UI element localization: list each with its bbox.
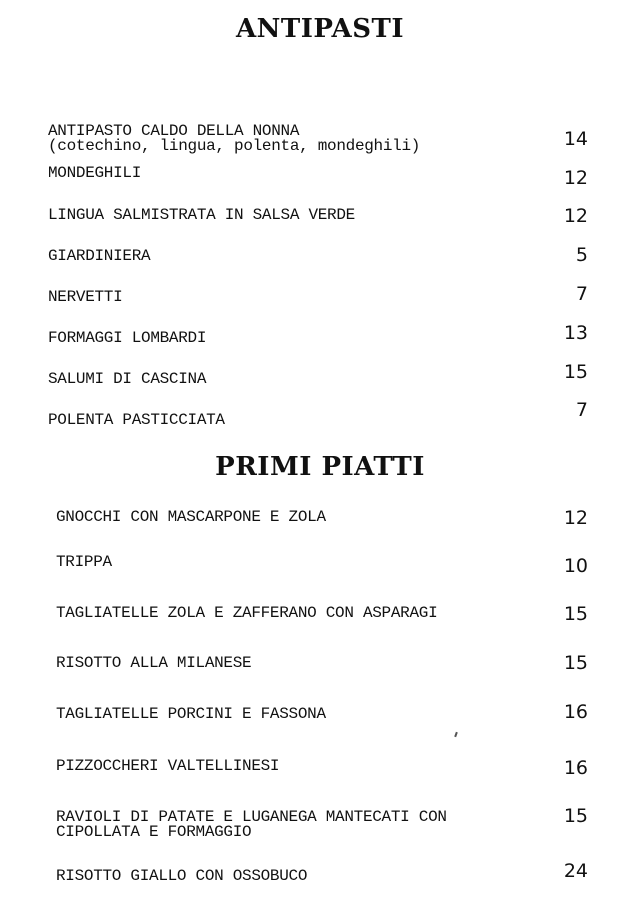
menu-item-price: 12: [563, 507, 588, 529]
menu-item-risotto-milanese: RISOTTO ALLA MILANESE: [56, 654, 252, 672]
menu-item-polenta: POLENTA PASTICCIATA: [48, 411, 225, 429]
menu-item-giardiniera: GIARDINIERA: [48, 247, 151, 265]
menu-item-tagliatelle-porcini: TAGLIATELLE PORCINI E FASSONA: [56, 705, 326, 723]
menu-item-price: 14: [563, 128, 588, 150]
menu-item-price: 15: [563, 652, 588, 674]
menu-item-ravioli: [56, 810, 447, 840]
speck-mark: [454, 732, 458, 737]
menu-item-antipasto-caldo: [48, 124, 420, 154]
primi-title: PRIMI PIATTI: [215, 452, 425, 482]
menu-item-mondeghili: MONDEGHILI: [48, 164, 142, 182]
menu-item-salumi: SALUMI DI CASCINA: [48, 370, 207, 388]
menu-item-price: 15: [563, 361, 588, 383]
menu-item-formaggi: FORMAGGI LOMBARDI: [48, 329, 207, 347]
menu-item-price: 12: [563, 205, 588, 227]
menu-item-price: 5: [575, 244, 588, 266]
menu-item-nervetti: NERVETTI: [48, 288, 123, 306]
menu-item-price: 16: [563, 701, 588, 723]
menu-item-name: RAVIOLI DI PATATE E LUGANEGA MANTECATI CON: [56, 808, 447, 826]
menu-item-pizzoccheri: PIZZOCCHERI VALTELLINESI: [56, 757, 280, 775]
menu-item-gnocchi: GNOCCHI CON MASCARPONE E ZOLA: [56, 508, 326, 526]
menu-item-price: 10: [563, 555, 588, 577]
menu-item-note: (cotechino, lingua, polenta, mondeghili): [48, 137, 421, 155]
menu-item-trippa: TRIPPA: [56, 553, 112, 571]
menu-item-price: 13: [563, 322, 588, 344]
menu-item-name: ANTIPASTO CALDO DELLA NONNA: [48, 122, 300, 140]
menu-item-price: 15: [563, 805, 588, 827]
menu-item-price: 7: [575, 283, 588, 305]
menu-item-risotto-ossobuco: RISOTTO GIALLO CON OSSOBUCO: [56, 867, 308, 885]
menu-item-price: 15: [563, 603, 588, 625]
menu-item-tagliatelle-zola: TAGLIATELLE ZOLA E ZAFFERANO CON ASPARAGI: [56, 604, 438, 622]
menu-item-price: 16: [563, 757, 588, 779]
antipasti-title: ANTIPASTI: [235, 14, 405, 44]
menu-item-name-line2: CIPOLLATA E FORMAGGIO: [56, 823, 252, 841]
menu-item-lingua: LINGUA SALMISTRATA IN SALSA VERDE: [48, 206, 355, 224]
menu-item-price: 7: [575, 399, 588, 421]
menu-item-price: 12: [563, 167, 588, 189]
menu-item-price: 24: [563, 860, 588, 882]
